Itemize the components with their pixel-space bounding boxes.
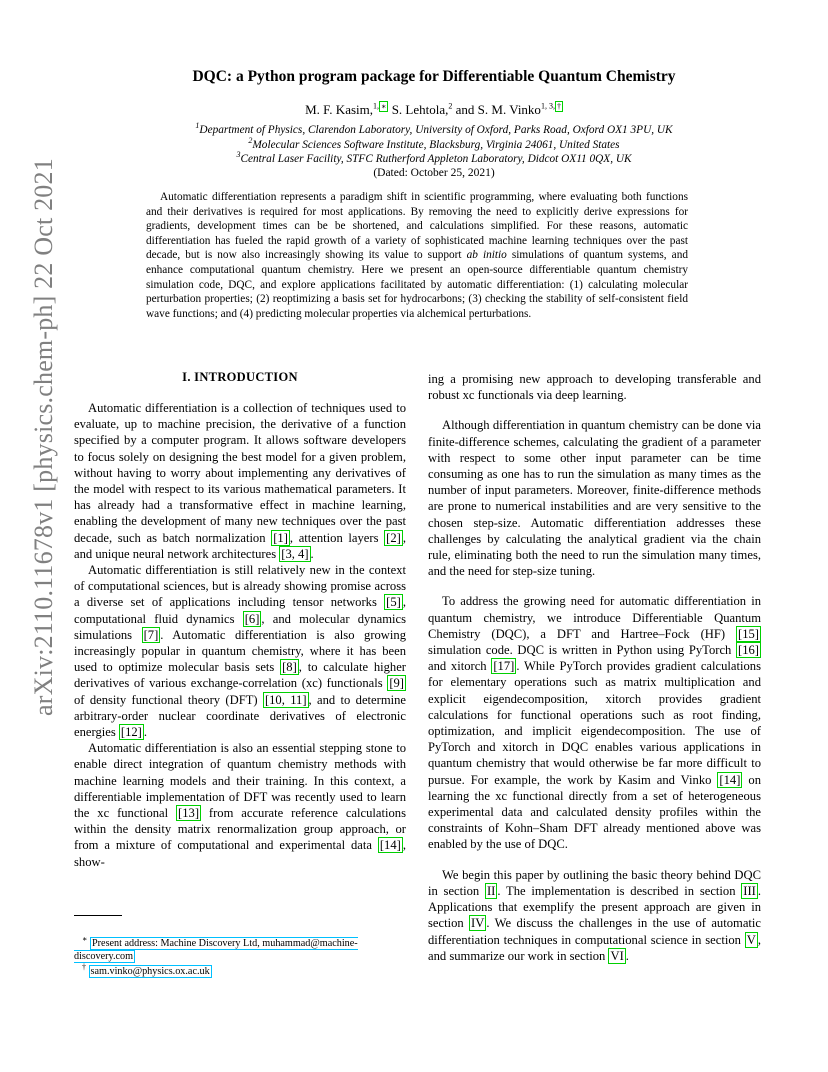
author-kasim-footnote-link[interactable]: ∗ — [381, 101, 387, 111]
affiliation-3-text: Central Laser Facility, STFC Rutherford Appleton Laboratory, Didcot OX11 0QX, UK — [240, 153, 632, 165]
author-list — [40, 102, 828, 118]
abstract-text-2: simulations of quantum systems, and enhance computational quantum chemistry. Here we present an open-source differentiable quantum chemistry simulation code, DQC, and explore applications facilitated by automatic differentiation: (1) calculating molecular perturbation properties; (2) reoptimizing a basis set for hydrocarbons; (3) checking the stability of self-consistent field wave functions; and (4) predicting molecular properties via alchemical perturbations. — [146, 249, 688, 320]
citation-link[interactable]: [7] — [143, 627, 159, 642]
intro-paragraph-2: Automatic differentiation is still relatively new in the context of computational sciences, but is already showing promise across a diverse set of applications including tensor networks [5] , computational fluid dynamics [6] , and molecular dynamics simulations [7] . Automatic differentiation is also growing increasingly popular in quantum chemistry, where it has been used to optimize molecular basis sets [8] , to calculate higher derivatives of various exchange-correlation (xc) functionals [9] of density functional theory (DFT) [10, 11] , and to determine arbitrary-order nuclear coordinate derivatives of electronic energies [12] . — [74, 563, 406, 740]
citation-link[interactable]: [3, 4] — [281, 546, 309, 561]
author-kasim-affil: 1, — [373, 101, 380, 111]
citation-link[interactable]: [5] — [386, 595, 401, 610]
date-line: (Dated: October 25, 2021) — [373, 167, 495, 179]
abstract-emphasis: ab initio — [466, 249, 507, 262]
arxiv-stamp: arXiv:2110.11678v1 [physics.chem-ph] 22 Oct 2021 — [29, 158, 58, 716]
citation-link[interactable]: [15] — [738, 626, 759, 641]
affiliation-2 — [40, 136, 828, 151]
section-link[interactable]: VI — [610, 948, 624, 963]
footnote-2-mark: † — [82, 962, 86, 972]
intro-paragraph-1: Automatic differentiation is a collection of techniques used to evaluate, up to machine precision, the derivative of a function specified by a computer program. It allows software developers to focus solely on designing the best model for a given problem, without having to worry about implementing any derivatives of the model with respect to its various mathematical parameters. It has already had a transformative effect in machine learning, enabling the development of many new techniques over the past decade, such as batch normalization [1] , attention layers [2] , and unique neural network architectures [3, 4] . — [74, 401, 406, 561]
citation-link[interactable]: [1] — [273, 530, 288, 545]
footnote-1-email-link[interactable]: Present address: Machine Discovery Ltd, muhammad@machine-discovery.com — [74, 938, 358, 962]
section-link[interactable]: V — [746, 932, 756, 947]
abstract — [146, 190, 688, 321]
author-vinko: and S. M. Vinko — [455, 102, 541, 117]
intro-paragraph-4: Although differentiation in quantum chemistry can be done via finite-difference schemes, calculating the gradient of a parameter with respect to some other input parameter can be time consuming as one has to run the simulation as many times as the number of input parameters. Moreover, finite-difference methods are prone to numerical instabilities and are very sensitive to the chosen step-size. Automatic differentiation addresses these challenges by calculating the analytical gradient via the chain rule, eliminating both the need to run the simulation many times, and the need for step-size tuning. — [428, 418, 761, 579]
citation-link[interactable]: [14] — [379, 838, 401, 853]
section-link[interactable]: III — [743, 883, 756, 898]
citation-link[interactable]: [13] — [178, 806, 200, 821]
footnote-1 — [74, 934, 406, 963]
author-lehtola-affil: 2 — [448, 101, 453, 111]
footnote-2 — [74, 962, 406, 978]
citation-link[interactable]: [10, 11] — [264, 692, 307, 707]
citation-link[interactable]: [17] — [493, 659, 515, 674]
citation-link[interactable]: [6] — [244, 611, 260, 626]
intro-paragraph-3-continued: ing a promising new approach to developing transferable and robust xc functionals via deep learning. — [428, 372, 761, 403]
affiliation-3 — [40, 150, 828, 165]
citation-link[interactable]: [14] — [719, 772, 741, 787]
affiliation-1 — [40, 121, 828, 136]
affiliation-1-number: 1 — [195, 121, 200, 131]
intro-paragraph-6: We begin this paper by outlining the basic theory behind DQC in section II . The implementation is described in section III . Applications that exemplify the present approach are given in section IV . We discuss the challenges in the use of automatic differentiation techniques in computational science in section V , and summarize our work in section VI . — [428, 867, 762, 963]
footnote-1-mark: ∗ — [82, 934, 88, 944]
citation-link[interactable]: [9] — [389, 676, 404, 691]
right-column — [428, 371, 761, 964]
paper-title: DQC: a Python program package for Differentiable Quantum Chemistry — [192, 68, 676, 85]
citation-link[interactable]: [12] — [120, 725, 142, 740]
section-link[interactable]: II — [486, 883, 496, 898]
citation-link[interactable]: [8] — [282, 660, 297, 675]
footnote-rule — [74, 915, 122, 916]
author-lehtola: S. Lehtola, — [391, 102, 449, 117]
intro-paragraph-3: Automatic differentiation is also an essential stepping stone to enable direct integration of quantum chemistry methods with machine learning models and their training. In this context, a differentiable implementation of DFT was recently used to learn the xc functional [13] from accurate reference calculations within the density matrix renormalization group approach, or from a mixture of computational and experimental data [14] , show- — [74, 741, 406, 869]
affiliation-2-number: 2 — [248, 136, 253, 146]
footnote-2-email-link[interactable]: sam.vinko@physics.ox.ac.uk — [90, 966, 210, 977]
intro-paragraph-5: To address the growing need for automatic differentiation in quantum chemistry, we introduce Differentiable Quantum Chemistry (DQC), a DFT and Hartree–Fock (HF) [15] simulation code. DQC is written in Python using PyTorch [16] and xitorch [17] . While PyTorch provides gradient calculations for elementary operations such as matrix multiplication and explicit eigendecomposition, xitorch provides gradient calculations for functional operations such as root finding, optimization, and implicit eigendecomposition. The use of PyTorch and xitorch in DQC enables various applications in quantum chemistry that would otherwise be far more difficult to pursue. For example, the work by Kasim and Vinko [14] on learning the xc functional directly from a set of heterogeneous experimental data and calculated density profiles within the constraints of Kohn–Sham DFT already mentioned above was enabled by the use of DQC. — [428, 594, 761, 852]
affiliation-1-text: Department of Physics, Clarendon Laboratory, University of Oxford, Parks Road, Oxford OX1 3PU, UK — [199, 124, 673, 136]
author-vinko-footnote-link[interactable]: † — [556, 101, 561, 111]
section-heading-introduction: I. INTRODUCTION — [182, 370, 298, 384]
author-vinko-affil: 1, 3, — [540, 101, 555, 111]
affiliation-3-number: 3 — [236, 150, 241, 160]
citation-link[interactable]: [2] — [386, 530, 401, 545]
abstract-text-1: Automatic differentiation represents a paradigm shift in scientific programming, where evaluating both functions and their derivatives is required for most applications. By removing the need to explicitly derive expressions for gradients, development times can be be shortened, and calculations simplified. For these reasons, automatic differentiation has fueled the rapid growth of a variety of sophisticated machine learning techniques over the past decade, but is now also increasingly showing its value to support — [146, 191, 688, 262]
author-kasim: M. F. Kasim, — [305, 102, 374, 117]
citation-link[interactable]: [16] — [738, 643, 759, 658]
footnotes — [74, 934, 406, 978]
section-link[interactable]: IV — [471, 916, 485, 931]
left-column — [74, 400, 406, 870]
affiliation-2-text: Molecular Sciences Software Institute, Blacksburg, Virginia 24061, United States — [252, 139, 620, 151]
